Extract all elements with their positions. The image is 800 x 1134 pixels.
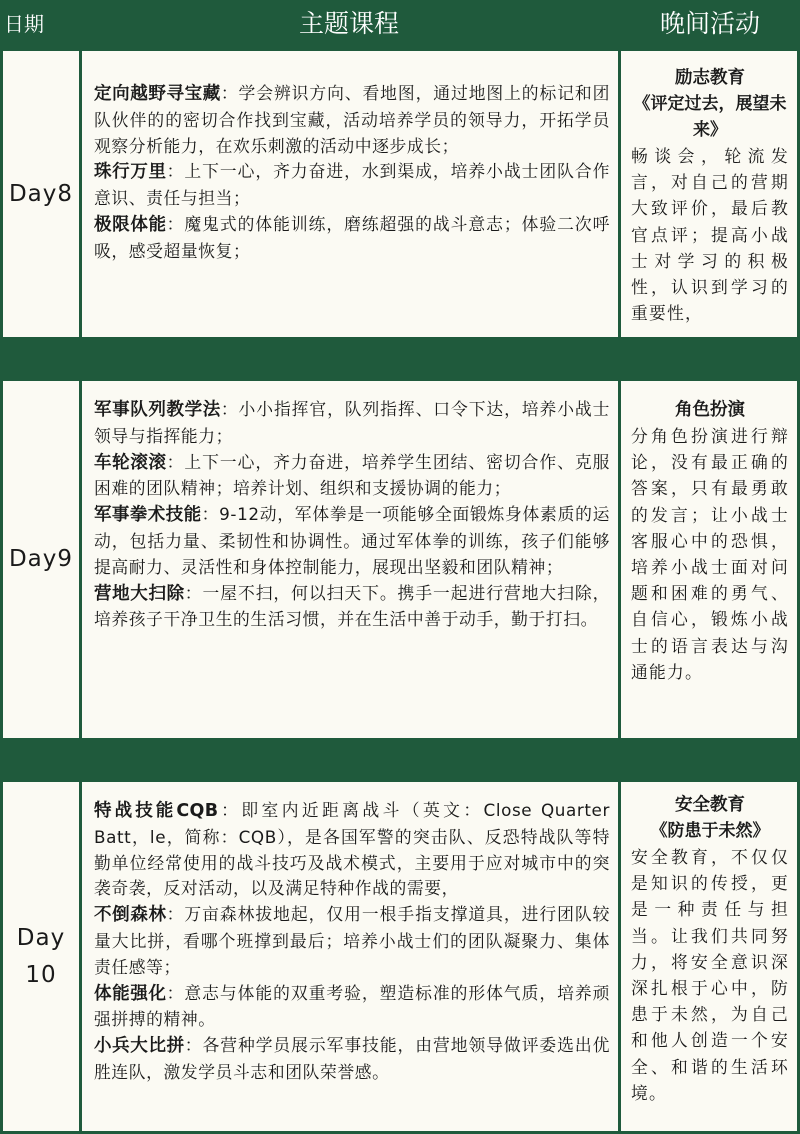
day-label: Day8 xyxy=(8,180,74,207)
evening-title: 励志教育 xyxy=(675,68,745,88)
course-item xyxy=(94,902,610,980)
course-title: 特战技能CQB xyxy=(94,801,219,821)
course-title: 定向越野寻宝藏 xyxy=(94,84,221,104)
evening-text: 安全教育，不仅仅是知识的传授，更是一种责任与担当。让我们共同努力，将安全意识深深扎根于心中，防患于未然，为自己和他人创造一个安全、和谐的生活环境。 xyxy=(631,847,789,1103)
course-item xyxy=(94,798,610,902)
course-text: ：即室内近距离战斗（英文：Close Quarter Batt，le，简称：CQB），是各国军警的突击队、反恐特战队等特勤单位经常使用的战斗技巧及战术模式，主要用于应对城市中的突袭奇袭，反对活动，以及满足特种作战的需要， xyxy=(94,800,610,899)
course-text: ：各营种学员展示军事技能，由营地领导做评委选出优胜连队，激发学员斗志和团队荣誉感。 xyxy=(94,1035,611,1082)
course-item xyxy=(94,212,610,265)
day8-evening-cell xyxy=(618,48,800,340)
course-title: 营地大扫除 xyxy=(94,583,185,604)
separator-band xyxy=(0,337,800,381)
evening-title: 安全教育 xyxy=(675,795,745,815)
evening-subtitle: 《评定过去，展望未来》 xyxy=(633,94,787,140)
course-title: 不倒森林 xyxy=(94,905,167,926)
course-text: ：万亩森林拔地起，仅用一根手指支撑道具，进行团队较量大比拼，看哪个班撑到最后；培养小战士们的团队凝聚力、集体责任感等； xyxy=(94,904,610,977)
day-label: Day 10 xyxy=(16,924,66,988)
course-text: ：一屋不扫，何以扫天下。携手一起进行营地大扫除，培养孩子干净卫生的生活习惯，并在生活中善于动手，勤于打扫。 xyxy=(94,582,611,630)
day8-date-cell xyxy=(0,48,82,340)
table-header xyxy=(0,0,800,50)
evening-text: 分角色扮演进行辩论，没有最正确的答案，只有最勇敢的发言；让小战士客服心中的恐惧，培养小战士面对问题和困难的勇气、自信心，锻炼小战士的语言表达与沟通能力。 xyxy=(631,426,789,682)
course-item xyxy=(94,981,610,1034)
course-title: 珠行万里 xyxy=(94,162,167,183)
course-item xyxy=(94,159,610,212)
evening-subtitle: 《防患于未然》 xyxy=(650,821,770,841)
course-title: 车轮滚滚 xyxy=(94,452,167,473)
course-item xyxy=(94,450,610,503)
header-course: 主题课程 xyxy=(298,9,399,38)
evening-title: 角色扮演 xyxy=(675,400,745,420)
course-item xyxy=(94,81,610,159)
day10-date-cell xyxy=(0,779,82,1134)
course-title: 极限体能 xyxy=(94,214,167,235)
course-text: ：上下一心，齐力奋进，水到渠成，培养小战士团队合作意识、责任与担当； xyxy=(94,161,610,209)
day-label: Day9 xyxy=(8,546,74,572)
separator-band xyxy=(0,738,800,782)
day9-date-cell xyxy=(0,378,82,741)
evening-text: 畅谈会，轮流发言，对自己的营期大致评价，最后教官点评；提高小战士对学习的积极性，认识到学习的重要性， xyxy=(631,146,789,324)
course-text: ：意志与体能的双重考验，塑造标准的形体气质，培养顽强拼搏的精神。 xyxy=(94,982,610,1030)
day8-course-cell xyxy=(79,48,621,340)
day10-course-cell xyxy=(79,779,621,1134)
course-title: 小兵大比拼 xyxy=(94,1036,185,1057)
day10-evening-cell xyxy=(618,779,800,1134)
course-title: 军事队列教学法 xyxy=(94,400,221,420)
course-item xyxy=(94,397,610,450)
day9-evening-cell xyxy=(618,378,800,741)
course-text: ：魔鬼式的体能训练，磨练超强的战斗意志；体验二次呼吸，感受超量恢复； xyxy=(94,213,610,261)
course-text: ：小小指挥官，队列指挥、口令下达，培养小战士领导与指挥能力； xyxy=(94,399,610,446)
course-text: ：9-12动，军体拳是一项能够全面锻炼身体素质的运动，包括力量、柔韧性和协调性。通过军体拳的训练，孩子们能够提高耐力、灵活性和身体控制能力，展现出坚毅和团队精神； xyxy=(94,504,610,577)
course-text: ：学会辨识方向、看地图，通过地图上的标记和团队伙伴的的密切合作找到宝藏，活动培养学员的领导力，开拓学员观察分析能力，在欢乐刺激的活动中逐步成长； xyxy=(94,83,610,156)
header-evening: 晚间活动 xyxy=(659,9,760,38)
course-title: 军事拳术技能 xyxy=(94,505,202,526)
course-text: ：上下一心，齐力奋进，培养学生团结、密切合作、克服困难的团队精神；培养计划、组织和支援协调的能力； xyxy=(94,451,610,499)
course-title: 体能强化 xyxy=(94,983,167,1004)
header-date: 日期 xyxy=(4,11,44,36)
course-item xyxy=(94,581,610,634)
day9-course-cell xyxy=(79,378,621,741)
course-item xyxy=(94,1033,610,1086)
course-item xyxy=(94,502,610,580)
